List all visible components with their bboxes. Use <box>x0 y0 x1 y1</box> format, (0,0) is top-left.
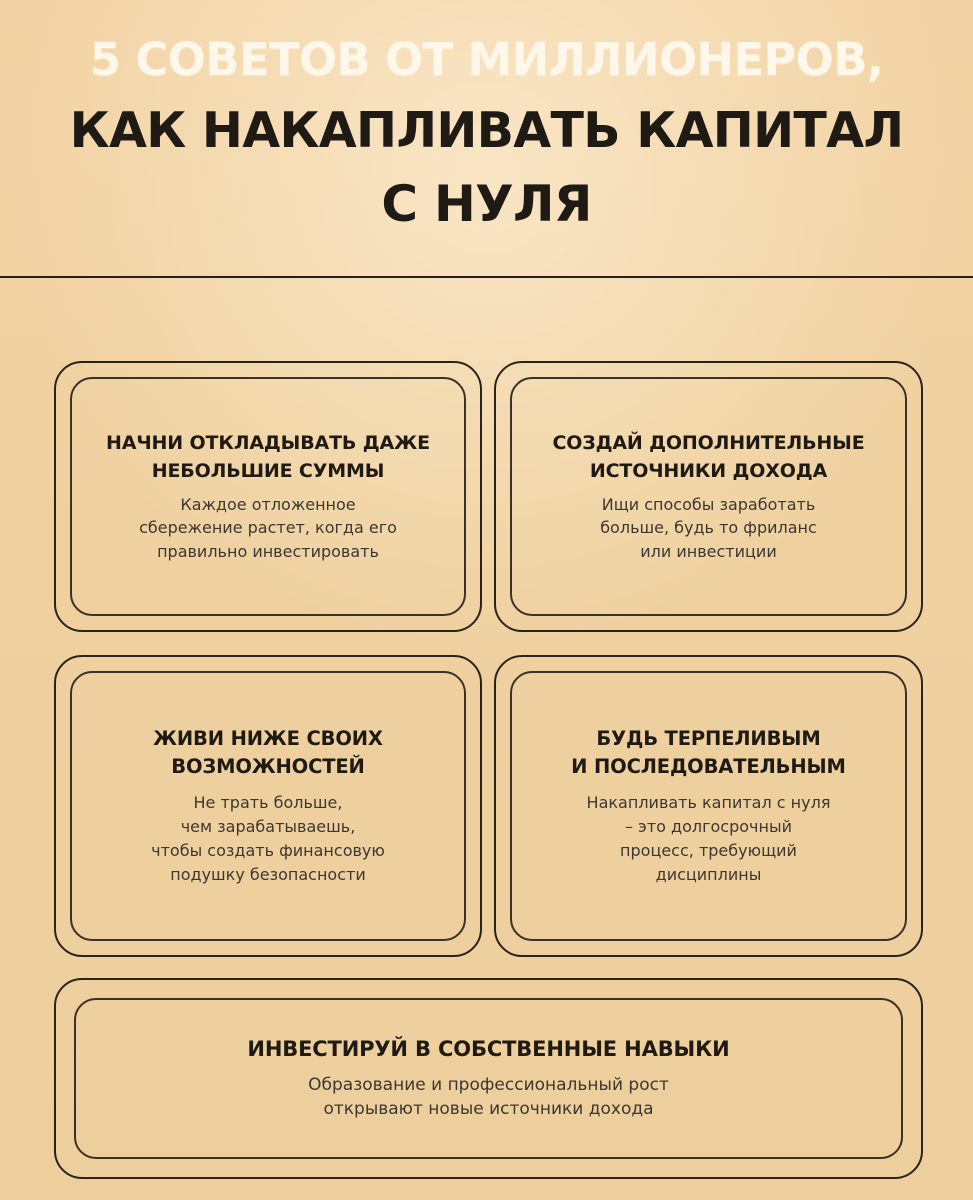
advice-card-3-text-line-1: Не трать больше, <box>193 792 343 812</box>
page-title-line-3: С НУЛЯ <box>381 175 592 233</box>
advice-card-5 <box>54 978 923 1179</box>
page-header <box>0 0 973 278</box>
advice-card-2-title-line-1: СОЗДАЙ ДОПОЛНИТЕЛЬНЫЕ <box>552 432 865 455</box>
advice-card-2-text-line-1: Ищи способы заработать <box>601 495 816 515</box>
advice-card-4-text-line-3: процесс, требующий <box>620 840 797 860</box>
advice-card-5-text-line-1: Образование и профессиональный рост <box>308 1074 669 1095</box>
advice-card-3-text-line-4: подушку безопасности <box>170 864 366 884</box>
advice-card-2-title-line-2: ИСТОЧНИКИ ДОХОДА <box>589 459 828 482</box>
advice-card-2-title <box>552 430 864 485</box>
advice-card-5-text-line-2: открывают новые источники дохода <box>323 1099 654 1120</box>
advice-card-1-title-line-2: НЕБОЛЬШИЕ СУММЫ <box>151 459 385 482</box>
advice-card-4-text-line-1: Накапливать капитал с нуля <box>586 792 831 812</box>
advice-card-3-text-line-3: чтобы создать финансовую <box>151 840 385 860</box>
advice-card-4-text <box>587 791 831 887</box>
advice-card-4-title-line-1: БУДЬ ТЕРПЕЛИВЫМ <box>596 727 821 751</box>
advice-card-5-title: ИНВЕСТИРУЙ В СОБСТВЕННЫЕ НАВЫКИ <box>247 1037 730 1062</box>
page-title-line-1: 5 СОВЕТОВ ОТ МИЛЛИОНЕРОВ, <box>89 33 884 86</box>
advice-card-2 <box>494 361 923 632</box>
advice-card-2-text-line-2: больше, будь то фриланс <box>600 518 817 538</box>
advice-card-1-text <box>139 493 397 563</box>
advice-card-3-title-line-1: ЖИВИ НИЖЕ СВОИХ <box>153 727 383 751</box>
advice-card-1-title <box>106 430 430 485</box>
advice-card-4-title-line-2: И ПОСЛЕДОВАТЕЛЬНЫМ <box>571 755 846 778</box>
advice-card-2-text <box>600 493 817 563</box>
advice-card-3-text <box>151 791 385 887</box>
advice-card-3-inner-frame <box>70 671 466 941</box>
advice-card-1-text-line-1: Каждое отложенное <box>180 495 356 515</box>
advice-card-1 <box>54 361 482 632</box>
advice-card-4-inner-frame <box>510 671 907 941</box>
header-divider <box>0 276 973 278</box>
advice-card-1-text-line-3: правильно инвестировать <box>157 541 379 561</box>
advice-card-4-text-line-4: дисциплины <box>655 864 762 884</box>
advice-card-4-title <box>571 725 846 780</box>
advice-card-4-text-line-2: – это долгосрочный <box>624 816 792 836</box>
advice-card-3 <box>54 655 482 957</box>
advice-card-1-inner-frame <box>70 377 466 616</box>
advice-card-2-text-line-3: или инвестиции <box>640 541 777 561</box>
advice-card-3-text-line-2: чем зарабатываешь, <box>180 816 356 836</box>
advice-card-1-title-line-1: НАЧНИ ОТКЛАДЫВАТЬ ДАЖЕ <box>106 432 430 455</box>
advice-card-4 <box>494 655 923 957</box>
advice-card-1-text-line-2: сбережение растет, когда его <box>139 518 397 538</box>
advice-card-5-inner-frame <box>74 998 903 1159</box>
page-title-line-2: КАК НАКАПЛИВАТЬ КАПИТАЛ <box>69 102 904 159</box>
advice-card-3-title <box>153 725 383 780</box>
advice-card-3-title-line-2: ВОЗМОЖНОСТЕЙ <box>171 755 365 778</box>
advice-card-2-inner-frame <box>510 377 907 616</box>
advice-card-5-text <box>308 1073 669 1122</box>
